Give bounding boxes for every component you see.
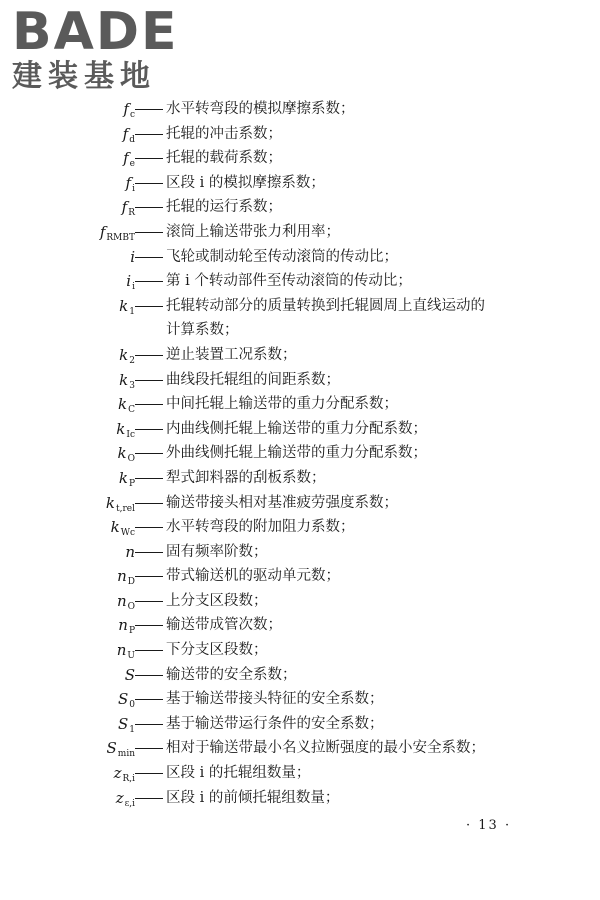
definition-row (0, 687, 600, 712)
definition-text: 第 i 个转动部件至传动滚筒的传动比； (166, 273, 412, 290)
symbol-main: f (121, 198, 128, 217)
definition-text: 外曲线侧托辊上输送带的重力分配系数； (166, 445, 427, 462)
definition-row (0, 171, 600, 196)
em-dash (135, 625, 163, 626)
symbol-main: k (110, 518, 120, 537)
symbol-main: n (116, 591, 127, 610)
definition-row (0, 97, 600, 122)
definition-text: 基于输送带接头特征的安全系数； (166, 691, 384, 708)
symbol-main: k (118, 395, 128, 414)
definition-row (0, 392, 600, 417)
definition-row (0, 613, 600, 638)
symbol-subscript: O (127, 601, 135, 612)
definition-text: 输送带成管次数； (166, 617, 282, 634)
symbol (125, 540, 135, 565)
definition-text: 区段 i 的模拟摩擦系数； (166, 174, 325, 191)
definition-text: 输送带接头相对基准疲劳强度系数； (166, 494, 398, 511)
definition-text: 托辊转动部分的质量转换到托辊圆周上直线运动的 (166, 297, 485, 314)
symbol-subscript: R,i (122, 774, 135, 785)
definition-row (0, 417, 600, 442)
symbol-subscript: U (127, 651, 135, 662)
em-dash (135, 380, 163, 381)
page-number: · 13 · (466, 818, 512, 833)
em-dash (135, 109, 163, 110)
symbol-subscript: Ic (126, 429, 135, 440)
symbol-subscript: C (128, 405, 135, 416)
definition-text: 逆止装置工况系数； (166, 346, 297, 363)
symbol-main: f (99, 222, 106, 241)
symbol-main: S (124, 665, 135, 684)
symbol (125, 663, 135, 688)
definition-row (0, 245, 600, 270)
symbol (116, 786, 135, 817)
definition-text: 相对于输送带最小名义拉断强度的最小安全系数； (166, 740, 485, 757)
symbol-main: i (130, 247, 135, 266)
symbol-main: i (126, 272, 132, 291)
em-dash (135, 699, 163, 700)
definition-text-continued: 计算系数； (166, 322, 239, 339)
definition-row (0, 122, 600, 147)
symbol-definition-list (0, 97, 600, 810)
definition-row (0, 294, 600, 343)
em-dash (135, 478, 163, 479)
definition-text: 基于输送带运行条件的安全系数； (166, 715, 384, 732)
symbol-main: k (118, 468, 128, 487)
em-dash (135, 650, 163, 651)
em-dash (135, 601, 163, 602)
em-dash (135, 183, 163, 184)
definition-row (0, 146, 600, 171)
symbol-subscript: P (128, 626, 135, 637)
definition-row (0, 220, 600, 245)
symbol-main: n (116, 641, 127, 660)
em-dash (135, 404, 163, 405)
symbol-main: f (123, 149, 129, 168)
symbol-main: f (122, 124, 129, 143)
symbol-main: k (105, 493, 116, 512)
definition-text: 上分支区段数； (166, 592, 268, 609)
symbol-subscript: 3 (129, 380, 135, 391)
definition-text: 下分支区段数； (166, 642, 268, 659)
symbol-subscript: e (129, 159, 135, 170)
definition-text: 托辊的运行系数； (166, 199, 282, 216)
symbol-main: n (118, 616, 128, 635)
symbol-main: S (106, 739, 117, 758)
logo-wordmark: BADE (12, 2, 179, 62)
em-dash (135, 257, 163, 258)
definition-row (0, 736, 600, 761)
symbol-main: z (115, 788, 124, 807)
symbol-subscript: RMBT (106, 232, 135, 243)
em-dash (135, 552, 163, 553)
em-dash (135, 355, 163, 356)
definition-text: 中间托辊上输送带的重力分配系数； (166, 396, 398, 413)
definition-text: 固有频率阶数； (166, 543, 268, 560)
definition-text: 托辊的载荷系数； (166, 150, 282, 167)
em-dash (135, 453, 163, 454)
symbol-main: n (125, 542, 135, 561)
definition-text: 滚筒上输送带张力利用率； (166, 223, 340, 240)
symbol-main: k (116, 419, 126, 438)
symbol-subscript: 1 (129, 724, 135, 735)
symbol-subscript: 2 (129, 355, 135, 366)
symbol-main: n (117, 567, 127, 586)
definition-row (0, 564, 600, 589)
symbol-main: f (123, 100, 129, 118)
symbol-main: k (117, 444, 127, 463)
definition-row (0, 589, 600, 614)
symbol-subscript: R (128, 208, 135, 219)
symbol-subscript: t,rel (116, 503, 135, 514)
definition-text: 托辊的冲击系数； (166, 125, 282, 142)
em-dash (135, 281, 163, 282)
symbol-main: k (119, 345, 129, 364)
logo-subtitle: 建装基地 (12, 59, 156, 94)
symbol-subscript: c (129, 110, 135, 120)
em-dash (135, 232, 163, 233)
symbol-subscript: D (127, 577, 135, 588)
em-dash (135, 134, 163, 135)
definition-row (0, 761, 600, 786)
definition-text: 内曲线侧托辊上输送带的重力分配系数； (166, 420, 427, 437)
em-dash (135, 527, 163, 528)
definition-text: 水平转弯段的附加阻力系数； (166, 519, 355, 536)
em-dash (135, 207, 163, 208)
definition-row (0, 343, 600, 368)
definition-row (0, 368, 600, 393)
em-dash (135, 773, 163, 774)
em-dash (135, 306, 163, 307)
symbol-main: z (113, 764, 122, 783)
em-dash (135, 675, 163, 676)
logo (12, 2, 179, 94)
symbol-main: S (117, 714, 129, 733)
definition-row (0, 269, 600, 294)
definition-row (0, 195, 600, 220)
definition-text: 带式输送机的驱动单元数； (166, 568, 340, 585)
definition-row (0, 663, 600, 688)
definition-row (0, 515, 600, 540)
em-dash (135, 576, 163, 577)
definition-text: 区段 i 的前倾托辊组数量； (166, 789, 340, 806)
symbol-subscript: i (132, 282, 135, 293)
symbol-subscript: P (128, 478, 135, 489)
symbol-subscript: ε,i (124, 798, 135, 809)
symbol-subscript: 0 (129, 700, 135, 711)
definition-text: 水平转弯段的模拟摩擦系数； (166, 101, 355, 117)
symbol-subscript: Wc (120, 528, 135, 539)
symbol-subscript: d (129, 134, 135, 145)
definition-text: 输送带的安全系数； (166, 666, 297, 683)
symbol-subscript: 1 (129, 306, 135, 317)
em-dash (135, 748, 163, 749)
em-dash (135, 503, 163, 504)
definition-row (0, 786, 600, 811)
definition-text: 曲线段托辊组的间距系数； (166, 371, 340, 388)
definition-row (0, 638, 600, 663)
definition-row (0, 712, 600, 737)
definition-text: 犁式卸料器的刮板系数； (166, 469, 326, 486)
em-dash (135, 724, 163, 725)
symbol-main: S (117, 690, 129, 709)
definition-text: 区段 i 的托辊组数量； (166, 765, 311, 782)
definition-row (0, 491, 600, 516)
symbol-subscript: min (117, 749, 135, 760)
definition-text: 飞轮或制动轮至传动滚筒的传动比； (166, 248, 398, 265)
em-dash (135, 158, 163, 159)
symbol-subscript: i (132, 183, 135, 194)
symbol (119, 294, 135, 325)
symbol-subscript: O (127, 454, 135, 465)
definition-row (0, 540, 600, 565)
symbol-main: f (125, 173, 132, 192)
em-dash (135, 429, 163, 430)
symbol-main: k (119, 296, 129, 315)
definition-row (0, 466, 600, 491)
symbol-main: k (119, 370, 129, 389)
em-dash (135, 798, 163, 799)
definition-row (0, 441, 600, 466)
